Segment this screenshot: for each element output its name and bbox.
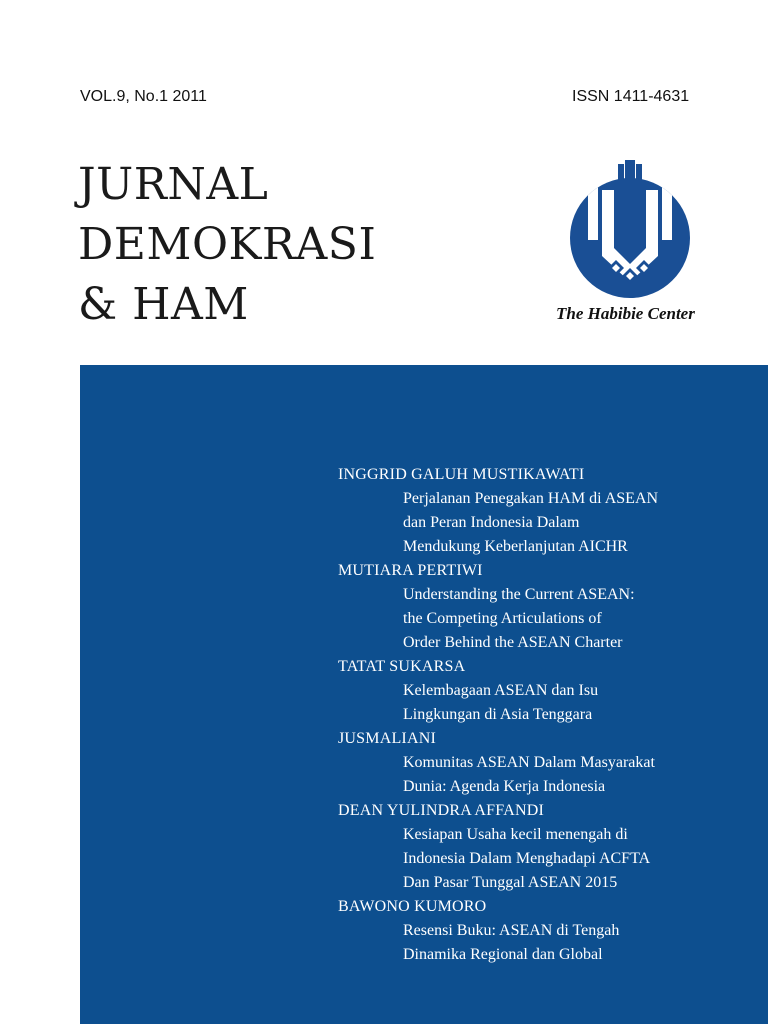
contents-article-title-line: the Competing Articulations of	[403, 610, 602, 627]
contents-article-title-line: Perjalanan Penegakan HAM di ASEAN	[403, 490, 659, 507]
contents-article-title-line: Kesiapan Usaha kecil menengah di	[403, 826, 628, 843]
contents-article-title-line: Resensi Buku: ASEAN di Tengah	[403, 922, 620, 939]
contents-article-title-line: Mendukung Keberlanjutan AICHR	[403, 538, 628, 555]
table-of-contents	[338, 463, 738, 967]
contents-author: TATAT SUKARSA	[338, 658, 466, 675]
journal-title-line-1: JURNAL	[78, 159, 269, 210]
contents-article-title-line: Indonesia Dalam Menghadapi ACFTA	[403, 850, 651, 867]
journal-title-line-2: DEMOKRASI	[78, 219, 377, 270]
contents-author: DEAN YULINDRA AFFANDI	[338, 802, 544, 819]
contents-article-title-line: Dunia: Agenda Kerja Indonesia	[403, 778, 606, 795]
contents-author: MUTIARA PERTIWI	[338, 562, 483, 579]
contents-article-title-line: Dinamika Regional dan Global	[403, 946, 603, 963]
contents-article-title-line: Order Behind the ASEAN Charter	[403, 634, 623, 651]
contents-author: JUSMALIANI	[338, 730, 436, 747]
habibie-center-emblem-icon	[568, 160, 692, 300]
contents-article-title-line: Understanding the Current ASEAN:	[403, 586, 635, 603]
contents-article-title-line: dan Peran Indonesia Dalam	[403, 514, 580, 531]
journal-title-line-3: & HAM	[78, 279, 249, 330]
issn-number: ISSN 1411-4631	[572, 88, 690, 105]
volume-number: VOL.9, No.1 2011	[80, 88, 207, 105]
contents-article-title-line: Kelembagaan ASEAN dan Isu	[403, 682, 599, 699]
contents-article-title-line: Komunitas ASEAN Dalam Masyarakat	[403, 754, 655, 771]
contents-author: INGGRID GALUH MUSTIKAWATI	[338, 466, 585, 483]
contents-article-title-line: Dan Pasar Tunggal ASEAN 2015	[403, 874, 618, 891]
contents-article-title-line: Lingkungan di Asia Tenggara	[403, 706, 593, 723]
contents-author: BAWONO KUMORO	[338, 898, 487, 915]
journal-title	[78, 155, 376, 335]
logo-caption: The Habibie Center	[556, 304, 695, 323]
